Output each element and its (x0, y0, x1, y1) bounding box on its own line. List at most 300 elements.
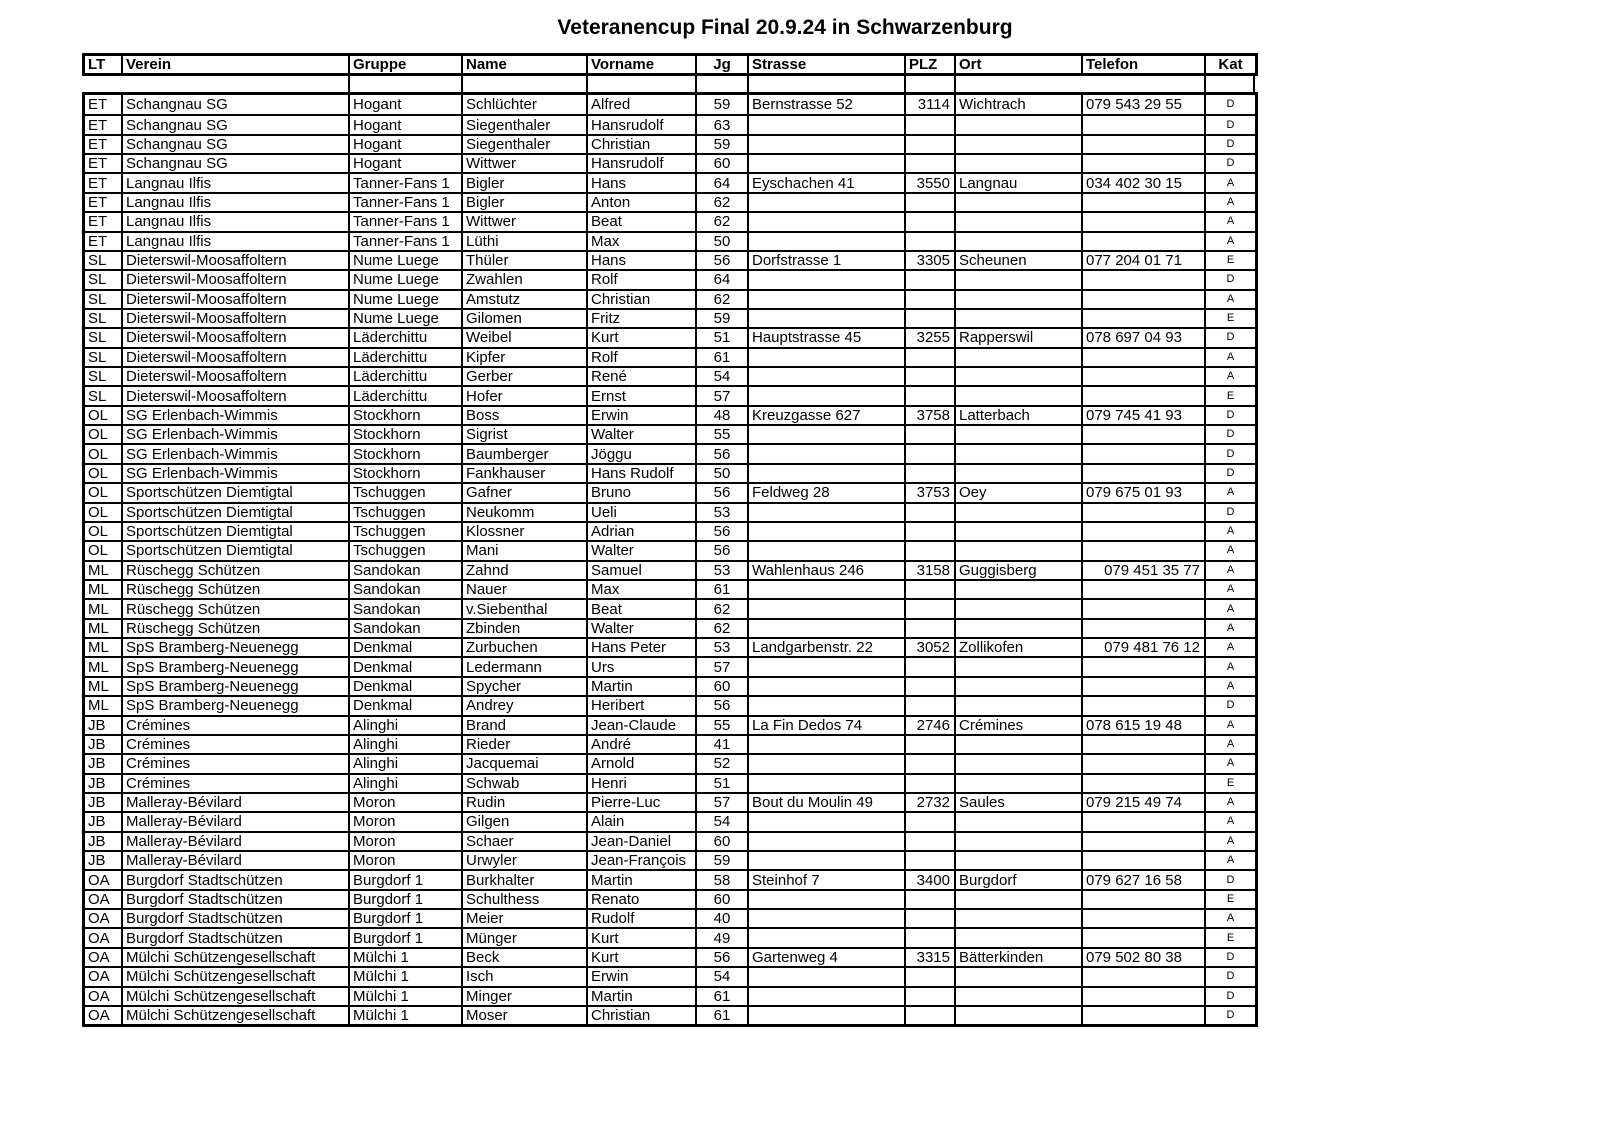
cell-kat: D (1226, 331, 1235, 344)
cell-ort: Latterbach (956, 407, 1083, 424)
table-row (85, 656, 1255, 675)
cell-vorname: Martin (588, 871, 697, 888)
cell-plz (906, 891, 956, 908)
table-row (85, 850, 1255, 869)
cell-ort: Zollikofen (956, 639, 1083, 656)
cell-plz (906, 445, 956, 462)
table-row (85, 947, 1255, 966)
cell-gruppe: Moron (350, 794, 463, 811)
cell-strasse: Bernstrasse 52 (749, 95, 906, 114)
cell-gruppe: Nume Luege (350, 310, 463, 327)
cell-plz (906, 1007, 956, 1024)
cell-strasse (749, 233, 906, 250)
table-row (85, 502, 1255, 521)
cell-ort (956, 233, 1083, 250)
cell-verein: SG Erlenbach-Wimmis (123, 465, 350, 482)
cell-strasse (749, 736, 906, 753)
table-header-row (85, 56, 1255, 73)
cell-lt: ET (85, 233, 123, 250)
cell-gruppe: Läderchittu (350, 387, 463, 404)
cell-name: Gafner (463, 484, 588, 501)
cell-strasse (749, 678, 906, 695)
cell-plz (906, 678, 956, 695)
table-row (85, 134, 1255, 153)
cell-telefon (1083, 116, 1206, 133)
table-row (85, 637, 1255, 656)
table-row (85, 327, 1255, 346)
column-header-ort: Ort (956, 56, 1083, 73)
cell-gruppe: Denkmal (350, 678, 463, 695)
cell-strasse (749, 1007, 906, 1024)
cell-name: Rieder (463, 736, 588, 753)
gap-cell (463, 76, 588, 92)
table-row (85, 753, 1255, 772)
cell-vorname: Fritz (588, 310, 697, 327)
cell-telefon (1083, 929, 1206, 946)
table-row (85, 424, 1255, 443)
cell-kat: A (1226, 234, 1235, 247)
cell-kat: A (1226, 796, 1235, 809)
cell-plz (906, 504, 956, 521)
table-row (85, 153, 1255, 172)
cell-lt: JB (85, 852, 123, 869)
cell-lt: OL (85, 542, 123, 559)
cell-ort (956, 968, 1083, 985)
cell-lt: ML (85, 639, 123, 656)
cell-lt: ET (85, 155, 123, 172)
cell-strasse (749, 136, 906, 153)
cell-jg: 55 (697, 717, 749, 734)
cell-vorname: Rolf (588, 271, 697, 288)
cell-kat: D (1226, 408, 1235, 421)
cell-gruppe: Stockhorn (350, 407, 463, 424)
cell-verein: Mülchi Schützengesellschaft (123, 968, 350, 985)
cell-strasse (749, 697, 906, 714)
cell-ort (956, 136, 1083, 153)
cell-lt: OA (85, 910, 123, 927)
table-row (85, 831, 1255, 850)
table-row (85, 114, 1255, 133)
cell-vorname: Walter (588, 542, 697, 559)
cell-kat: D (1226, 989, 1235, 1002)
cell-plz (906, 988, 956, 1005)
cell-telefon (1083, 910, 1206, 927)
cell-kat: D (1226, 467, 1235, 479)
cell-gruppe: Alinghi (350, 717, 463, 734)
cell-strasse (749, 658, 906, 675)
cell-jg: 53 (697, 562, 749, 579)
cell-strasse (749, 291, 906, 308)
cell-jg: 61 (697, 349, 749, 366)
cell-jg: 54 (697, 968, 749, 985)
cell-ort (956, 116, 1083, 133)
cell-verein: Schangnau SG (123, 136, 350, 153)
cell-gruppe: Tanner-Fans 1 (350, 174, 463, 191)
cell-telefon (1083, 620, 1206, 637)
gap-cell (906, 76, 956, 92)
cell-name: Schulthess (463, 891, 588, 908)
cell-kat: A (1226, 679, 1235, 692)
cell-telefon (1083, 426, 1206, 443)
cell-name: Beck (463, 949, 588, 966)
cell-plz: 3158 (906, 562, 956, 579)
cell-telefon: 079 675 01 93 (1083, 484, 1206, 501)
cell-telefon: 078 697 04 93 (1083, 329, 1206, 346)
cell-vorname: Ueli (588, 504, 697, 521)
cell-gruppe: Mülchi 1 (350, 1007, 463, 1024)
cell-name: Urwyler (463, 852, 588, 869)
cell-ort (956, 813, 1083, 830)
cell-jg: 59 (697, 95, 749, 114)
cell-ort (956, 194, 1083, 211)
cell-lt: OL (85, 465, 123, 482)
cell-telefon (1083, 775, 1206, 792)
cell-gruppe: Tschuggen (350, 504, 463, 521)
cell-strasse: Dorfstrasse 1 (749, 252, 906, 269)
cell-verein: Sportschützen Diemtigtal (123, 504, 350, 521)
cell-kat: D (1226, 273, 1235, 286)
cell-strasse: Hauptstrasse 45 (749, 329, 906, 346)
cell-plz (906, 523, 956, 540)
cell-jg: 56 (697, 484, 749, 501)
cell-plz: 3753 (906, 484, 956, 501)
cell-jg: 52 (697, 755, 749, 772)
cell-ort (956, 697, 1083, 714)
table-row (85, 482, 1255, 501)
cell-verein: Schangnau SG (123, 155, 350, 172)
cell-telefon (1083, 155, 1206, 172)
cell-gruppe: Burgdorf 1 (350, 910, 463, 927)
cell-lt: ML (85, 620, 123, 637)
cell-ort: Scheunen (956, 252, 1083, 269)
cell-lt: ML (85, 562, 123, 579)
cell-kat: E (1226, 312, 1235, 325)
cell-vorname: Max (588, 581, 697, 598)
table-row (85, 347, 1255, 366)
cell-plz (906, 271, 956, 288)
cell-verein: Rüschegg Schützen (123, 562, 350, 579)
cell-strasse (749, 775, 906, 792)
cell-verein: Schangnau SG (123, 116, 350, 133)
cell-gruppe: Tschuggen (350, 484, 463, 501)
cell-telefon: 078 615 19 48 (1083, 717, 1206, 734)
cell-ort (956, 523, 1083, 540)
cell-vorname: Adrian (588, 523, 697, 540)
cell-lt: SL (85, 291, 123, 308)
cell-ort (956, 445, 1083, 462)
cell-vorname: Jean-Claude (588, 717, 697, 734)
cell-kat: A (1226, 350, 1235, 363)
cell-kat: A (1226, 834, 1235, 847)
cell-vorname: Jean-François (588, 852, 697, 869)
cell-verein: Malleray-Bévilard (123, 852, 350, 869)
table-row (85, 792, 1255, 811)
table-row (85, 540, 1255, 559)
cell-name: Siegenthaler (463, 116, 588, 133)
cell-strasse (749, 426, 906, 443)
cell-vorname: Hans Rudolf (588, 465, 697, 482)
cell-lt: SL (85, 252, 123, 269)
gap-cell (85, 76, 123, 92)
cell-telefon: 079 502 80 38 (1083, 949, 1206, 966)
column-header-gruppe: Gruppe (350, 56, 463, 73)
cell-gruppe: Nume Luege (350, 252, 463, 269)
cell-gruppe: Tanner-Fans 1 (350, 233, 463, 250)
cell-lt: JB (85, 736, 123, 753)
cell-kat: A (1226, 215, 1235, 228)
cell-strasse: Gartenweg 4 (749, 949, 906, 966)
cell-vorname: André (588, 736, 697, 753)
gap-cell (697, 76, 749, 92)
table-header (82, 53, 1258, 76)
cell-gruppe: Mülchi 1 (350, 949, 463, 966)
column-header-strasse: Strasse (749, 56, 906, 73)
cell-kat: D (1226, 505, 1235, 518)
cell-gruppe: Tschuggen (350, 542, 463, 559)
cell-name: Gilgen (463, 813, 588, 830)
cell-verein: Schangnau SG (123, 95, 350, 114)
cell-kat: A (1226, 815, 1235, 828)
cell-gruppe: Tschuggen (350, 523, 463, 540)
cell-gruppe: Nume Luege (350, 291, 463, 308)
cell-plz (906, 465, 956, 482)
cell-lt: SL (85, 310, 123, 327)
cell-plz (906, 213, 956, 230)
cell-vorname: Martin (588, 988, 697, 1005)
table-row (85, 231, 1255, 250)
cell-verein: Dieterswil-Moosaffoltern (123, 310, 350, 327)
cell-kat: A (1226, 195, 1235, 208)
cell-telefon (1083, 1007, 1206, 1024)
cell-lt: ET (85, 116, 123, 133)
cell-jg: 60 (697, 891, 749, 908)
cell-kat: A (1226, 602, 1235, 615)
cell-name: Moser (463, 1007, 588, 1024)
cell-gruppe: Burgdorf 1 (350, 891, 463, 908)
cell-verein: Langnau Ilfis (123, 233, 350, 250)
cell-lt: ET (85, 136, 123, 153)
cell-lt: JB (85, 775, 123, 792)
cell-name: Schaer (463, 833, 588, 850)
cell-vorname: Hansrudolf (588, 116, 697, 133)
cell-jg: 56 (697, 949, 749, 966)
cell-jg: 62 (697, 194, 749, 211)
cell-kat: A (1226, 486, 1235, 499)
cell-jg: 62 (697, 600, 749, 617)
cell-gruppe: Alinghi (350, 736, 463, 753)
cell-strasse (749, 852, 906, 869)
cell-verein: SG Erlenbach-Wimmis (123, 407, 350, 424)
cell-telefon: 079 481 76 12 (1083, 639, 1206, 656)
cell-strasse: Feldweg 28 (749, 484, 906, 501)
cell-name: Wittwer (463, 155, 588, 172)
cell-kat: A (1226, 621, 1235, 634)
cell-jg: 53 (697, 639, 749, 656)
cell-verein: Malleray-Bévilard (123, 833, 350, 850)
cell-telefon (1083, 968, 1206, 985)
table-row (85, 598, 1255, 617)
cell-telefon (1083, 891, 1206, 908)
cell-telefon: 079 745 41 93 (1083, 407, 1206, 424)
cell-vorname: Arnold (588, 755, 697, 772)
cell-lt: JB (85, 813, 123, 830)
cell-strasse (749, 620, 906, 637)
cell-telefon (1083, 678, 1206, 695)
cell-lt: ET (85, 194, 123, 211)
cell-gruppe: Denkmal (350, 658, 463, 675)
cell-verein: Crémines (123, 717, 350, 734)
cell-plz: 3550 (906, 174, 956, 191)
cell-gruppe: Denkmal (350, 697, 463, 714)
cell-kat: D (1226, 699, 1235, 712)
column-header-kat: Kat (1218, 56, 1243, 73)
cell-kat: D (1226, 873, 1235, 886)
cell-ort (956, 368, 1083, 385)
cell-kat: D (1226, 157, 1235, 170)
cell-name: Gerber (463, 368, 588, 385)
cell-name: Bigler (463, 194, 588, 211)
cell-lt: OL (85, 426, 123, 443)
cell-name: Rudin (463, 794, 588, 811)
cell-jg: 64 (697, 174, 749, 191)
cell-strasse (749, 155, 906, 172)
cell-kat: A (1226, 525, 1235, 538)
cell-name: Münger (463, 929, 588, 946)
cell-plz (906, 968, 956, 985)
cell-telefon (1083, 697, 1206, 714)
cell-telefon (1083, 445, 1206, 462)
cell-verein: Langnau Ilfis (123, 213, 350, 230)
cell-telefon (1083, 542, 1206, 559)
cell-vorname: Bruno (588, 484, 697, 501)
cell-plz (906, 368, 956, 385)
cell-jg: 57 (697, 658, 749, 675)
cell-vorname: Erwin (588, 968, 697, 985)
cell-lt: JB (85, 717, 123, 734)
cell-gruppe: Mülchi 1 (350, 988, 463, 1005)
cell-name: Amstutz (463, 291, 588, 308)
cell-name: Siegenthaler (463, 136, 588, 153)
cell-plz (906, 291, 956, 308)
cell-lt: SL (85, 349, 123, 366)
cell-lt: ET (85, 95, 123, 114)
cell-verein: Langnau Ilfis (123, 174, 350, 191)
cell-name: Boss (463, 407, 588, 424)
cell-vorname: Beat (588, 600, 697, 617)
cell-kat: D (1226, 1009, 1235, 1022)
cell-name: Brand (463, 717, 588, 734)
table-row (85, 869, 1255, 888)
cell-jg: 62 (697, 620, 749, 637)
cell-lt: ML (85, 697, 123, 714)
cell-verein: Burgdorf Stadtschützen (123, 910, 350, 927)
cell-verein: Dieterswil-Moosaffoltern (123, 329, 350, 346)
cell-telefon (1083, 658, 1206, 675)
cell-kat: D (1226, 950, 1235, 963)
table-body (82, 92, 1258, 1027)
cell-name: Schlüchter (463, 95, 588, 114)
gap-cell (123, 76, 350, 92)
cell-plz (906, 542, 956, 559)
cell-vorname: Alain (588, 813, 697, 830)
cell-name: Schwab (463, 775, 588, 792)
cell-vorname: Henri (588, 775, 697, 792)
cell-kat: A (1226, 583, 1235, 596)
cell-verein: Mülchi Schützengesellschaft (123, 949, 350, 966)
cell-plz: 3315 (906, 949, 956, 966)
table-row (85, 908, 1255, 927)
cell-strasse: Kreuzgasse 627 (749, 407, 906, 424)
cell-vorname: Rolf (588, 349, 697, 366)
cell-plz: 3114 (906, 95, 956, 114)
cell-strasse (749, 600, 906, 617)
table-row (85, 676, 1255, 695)
table-row (85, 289, 1255, 308)
cell-strasse: Steinhof 7 (749, 871, 906, 888)
table-row (85, 811, 1255, 830)
table-row (85, 443, 1255, 462)
cell-verein: Dieterswil-Moosaffoltern (123, 368, 350, 385)
cell-plz (906, 755, 956, 772)
cell-name: Klossner (463, 523, 588, 540)
cell-kat: D (1226, 98, 1235, 111)
cell-verein: Dieterswil-Moosaffoltern (123, 271, 350, 288)
cell-vorname: Urs (588, 658, 697, 675)
cell-plz (906, 620, 956, 637)
cell-strasse (749, 523, 906, 540)
cell-strasse (749, 968, 906, 985)
cell-vorname: Kurt (588, 329, 697, 346)
cell-strasse (749, 310, 906, 327)
cell-strasse (749, 910, 906, 927)
cell-strasse (749, 833, 906, 850)
cell-verein: Mülchi Schützengesellschaft (123, 1007, 350, 1024)
cell-name: Bigler (463, 174, 588, 191)
cell-ort (956, 542, 1083, 559)
cell-vorname: Martin (588, 678, 697, 695)
cell-strasse (749, 368, 906, 385)
cell-jg: 53 (697, 504, 749, 521)
cell-vorname: Hans (588, 252, 697, 269)
cell-lt: OA (85, 929, 123, 946)
cell-ort: Langnau (956, 174, 1083, 191)
cell-gruppe: Sandokan (350, 620, 463, 637)
cell-ort: Guggisberg (956, 562, 1083, 579)
cell-name: Fankhauser (463, 465, 588, 482)
cell-plz (906, 426, 956, 443)
cell-strasse (749, 465, 906, 482)
cell-vorname: Jean-Daniel (588, 833, 697, 850)
cell-name: Gilomen (463, 310, 588, 327)
cell-plz: 3758 (906, 407, 956, 424)
column-header-lt: LT (85, 56, 123, 73)
table-row (85, 385, 1255, 404)
cell-name: Isch (463, 968, 588, 985)
cell-strasse: Wahlenhaus 246 (749, 562, 906, 579)
cell-plz: 2746 (906, 717, 956, 734)
cell-name: Mani (463, 542, 588, 559)
cell-vorname: Walter (588, 620, 697, 637)
cell-verein: Dieterswil-Moosaffoltern (123, 291, 350, 308)
cell-strasse: Bout du Moulin 49 (749, 794, 906, 811)
cell-jg: 60 (697, 678, 749, 695)
cell-gruppe: Läderchittu (350, 349, 463, 366)
cell-plz: 3400 (906, 871, 956, 888)
cell-ort (956, 600, 1083, 617)
cell-verein: Rüschegg Schützen (123, 620, 350, 637)
cell-plz (906, 387, 956, 404)
gap-cell (749, 76, 906, 92)
